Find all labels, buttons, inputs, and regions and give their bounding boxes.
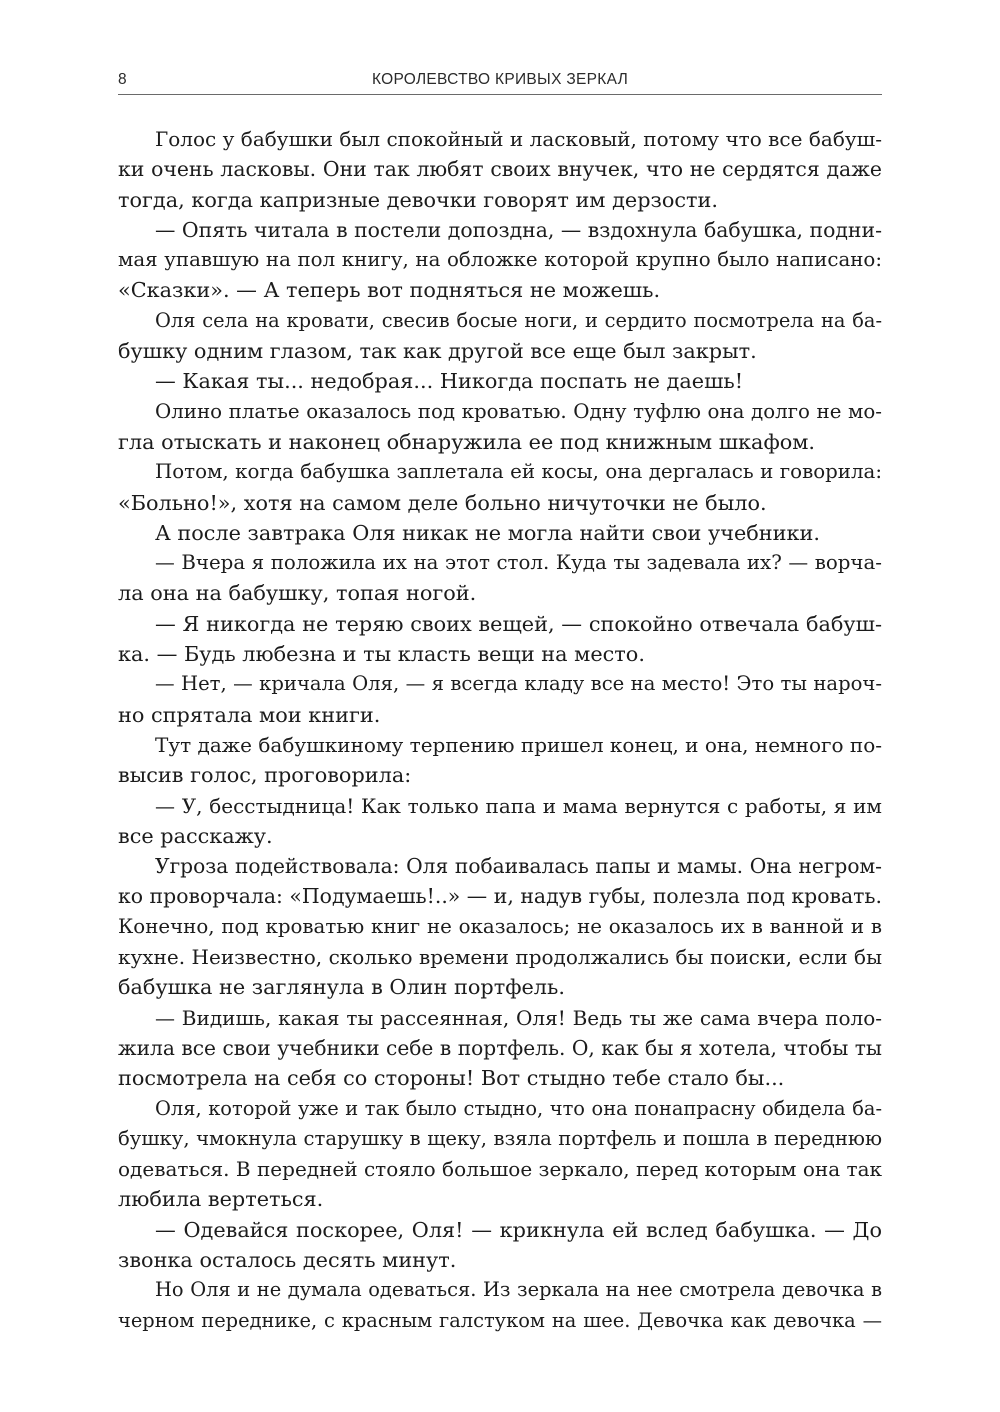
text-line: Угроза подействовала: Оля побаивалась папы и мамы. Она негром- [155,854,882,879]
text-line: — Опять читала в постели допоздна, — вздохнула бабушка, подни- [155,217,882,242]
text-line: — У, бесстыдница! Как только папа и мама вернутся с работы, я им [155,793,882,818]
text-line: — Видишь, какая ты рассеянная, Оля! Ведь ты же сама вчера поло- [155,1005,882,1030]
text-line: тогда, когда капризные девочки говорят им дерзости. [118,187,719,212]
text-line: Оля, которой уже и так было стыдно, что она понапрасну обидела ба- [155,1096,882,1120]
text-line: одеваться. В передней стояло большое зеркало, перед которым она так [118,1157,882,1182]
text-line: бабушка не заглянула в Олин портфель. [118,975,565,1000]
text-line: мая упавшую на пол книгу, на обложке которой крупно было написано: [118,248,882,272]
page-number: 8 [118,71,127,88]
text-line: черном переднике, с красным галстуком на шее. Девочка как девочка — [118,1308,882,1332]
text-line: — Одевайся поскорее, Оля! — крикнула ей вслед бабушка. — До [155,1217,882,1242]
text-line: Конечно, под кроватью книг не оказалось; не оказалось их в ванной и в [118,914,882,938]
text-line: — Я никогда не теряю своих вещей, — спокойно отвечала бабуш- [155,611,882,636]
text-line: Оля села на кровати, свесив босые ноги, и сердито посмотрела на ба- [155,308,882,332]
text-line: Тут даже бабушкиному терпению пришел конец, и она, немного по- [155,732,882,757]
text-line: бушку, чмокнула старушку в щеку, взяла портфель и пошла в переднюю [118,1126,882,1150]
text-line: любила вертеться. [118,1187,324,1212]
text-line: Олино платье оказалось под кроватью. Одну туфлю она долго не мо- [155,399,882,423]
text-line: А после завтрака Оля никак не могла найти свои учебники. [155,520,820,545]
text-line: «Сказки». — А теперь вот подняться не можешь. [118,278,661,303]
text-line: все расскажу. [118,823,273,848]
body-text [118,124,882,1336]
text-line: бушку одним глазом, так как другой все еще был закрыт. [118,339,757,364]
text-line: высив голос, проговорила: [118,763,412,788]
text-line: звонка осталось десять минут. [118,1247,457,1272]
text-line: жила все свои учебники себе в портфель. О, как бы я хотела, чтобы ты [118,1035,882,1060]
text-line: ки очень ласковы. Они так любят своих внучек, что не сердятся даже [118,157,882,182]
text-line: — Вчера я положила их на этот стол. Куда ты задевала их? — ворча- [155,551,882,575]
text-line: ла она на бабушку, топая ногой. [118,581,477,606]
text-line: Потом, когда бабушка заплетала ей косы, она дергалась и говорила: [155,460,882,484]
running-header [118,68,882,95]
text-line: — Какая ты... недобрая... Никогда поспать не даешь! [155,369,744,394]
text-line: но спрятала мои книги. [118,702,381,727]
text-line: — Нет, — кричала Оля, — я всегда кладу все на место! Это ты нароч- [155,672,882,696]
text-line: посмотрела на себя со стороны! Вот стыдно тебе стало бы... [118,1066,785,1091]
text-line: Но Оля и не думала одеваться. Из зеркала на нее смотрела девочка в [155,1278,882,1302]
text-line: ко проворчала: «Подумаешь!..» — и, надув губы, полезла под кровать. [118,884,882,909]
text-line: Голос у бабушки был спокойный и ласковый, потому что все бабуш- [155,127,882,151]
text-line: ка. — Будь любезна и ты класть вещи на место. [118,642,645,667]
text-line: «Больно!», хотя на самом деле больно ничуточки не было. [118,490,767,515]
running-title: КОРОЛЕВСТВО КРИВЫХ ЗЕРКАЛ [371,71,629,88]
text-line: кухне. Неизвестно, сколько времени продолжались бы поиски, если бы [118,945,882,970]
text-line: гла отыскать и наконец обнаружила ее под книжным шкафом. [118,429,816,454]
